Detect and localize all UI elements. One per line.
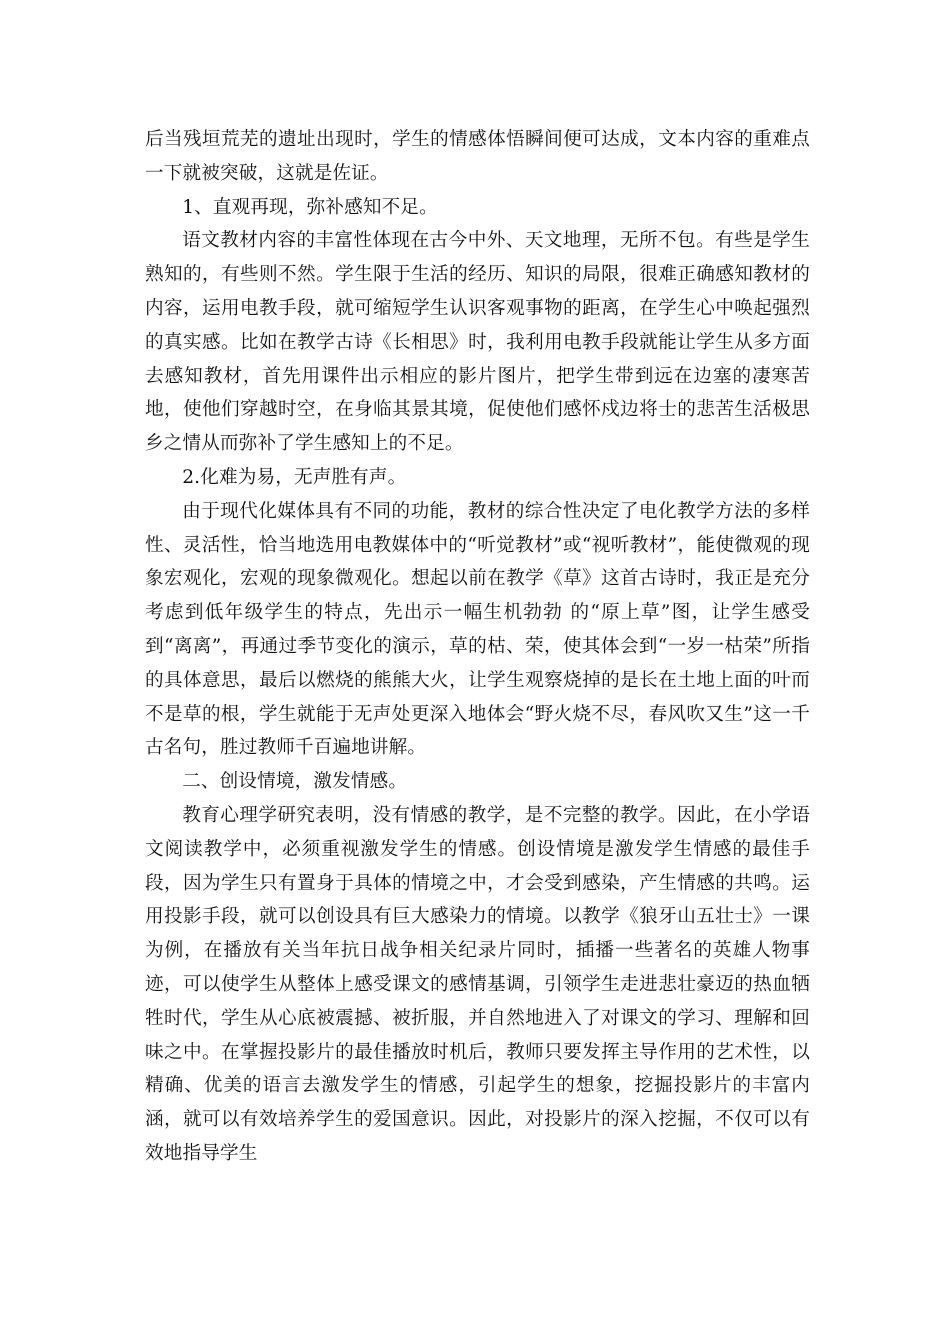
paragraph-continuation: 后当残垣荒芜的遗址出现时，学生的情感体悟瞬间便可达成，文本内容的重难点一下就被突破，这就是佐证。 (145, 129, 810, 184)
paragraph-modern-media: 由于现代化媒体具有不同的功能，教材的综合性决定了电化教学方法的多样性、灵活性，恰当地选用电教媒体中的“听觉教材”或“视听教材”，能使微观的现象宏观化，宏观的现象微观化。想起以前在教学《草》这首古诗时，我正是充分考虑到低年级学生的特点，先出示一幅生机勃勃 的“原上草”图，让学生感受到“离离”，再通过季节变化的演示，草的枯、荣，使其体会到“一岁一枯荣”所指的具体意思，最后以燃烧的熊熊大火，让学生观察烧掉的是长在土地上面的叶而不是草的根，学生就能于无声处更深入地体会“野火烧不尽，春风吹又生”这一千古名句，胜过教师千百遍地讲解。 (145, 500, 810, 759)
subheading-intuitive-reproduction: 1、直观再现，弥补感知不足。 (182, 196, 438, 218)
paragraph-textbook-content: 语文教材内容的丰富性体现在古今中外、天文地理，无所不包。有些是学生熟知的，有些则不然。学生限于生活的经历、知识的局限，很难正确感知教材的内容，运用电教手段，就可缩短学生认识客观事物的距离，在学生心中唤起强烈的真实感。比如在教学古诗《长相思》时，我利用电教手段就能让学生从多方面去感知教材，首先用课件出示相应的影片图片，把学生带到远在边塞的凄寒苦地，使他们穿越时空，在身临其景其境，促使他们感怀戍边将士的悲苦生活极思乡之情从而弥补了学生感知上的不足。 (145, 230, 810, 455)
subheading-create-situation: 二、创设情境，激发情感。 (182, 771, 408, 793)
document-body (145, 123, 810, 1171)
subheading-simplify-difficulty: 2.化难为易，无声胜有声。 (182, 466, 407, 488)
paragraph-educational-psychology: 教育心理学研究表明，没有情感的教学，是不完整的教学。因此，在小学语文阅读教学中，必须重视激发学生的情感。创设情境是激发学生情感的最佳手段，因为学生只有置身于具体的情境之中，才会受到感染，产生情感的共鸣。运用投影手段，就可以创设具有巨大感染力的情境。以教学《狼牙山五壮士》一课为例，在播放有关当年抗日战争相关纪录片同时，插播一些著名的英雄人物事迹，可以使学生从整体上感受课文的感情基调，引领学生走进悲壮豪迈的热血牺牲时代，学生从心底被震撼、被折服，并自然地进入了对课文的学习、理解和回味之中。在掌握投影片的最佳播放时机后，教师只要发挥主导作用的艺术性，以精确、优美的语言去激发学生的情感，引起学生的想象，挖掘投影片的丰富内涵，就可以有效培养学生的爱国意识。因此，对投影片的深入挖掘，不仅可以有效地指导学生 (145, 804, 810, 1164)
